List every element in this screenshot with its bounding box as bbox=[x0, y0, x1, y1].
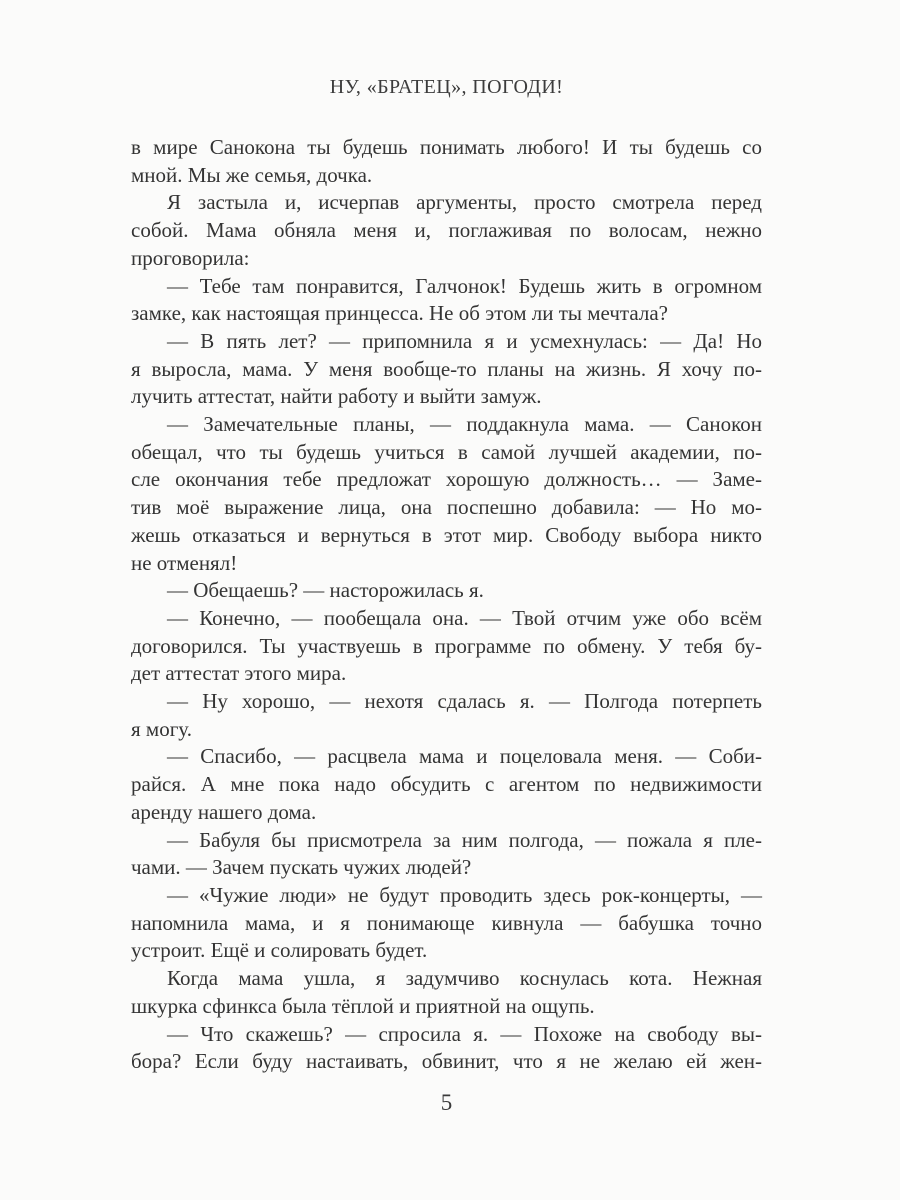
text-line: шкурка сфинкса была тёплой и приятной на ощупь. bbox=[131, 993, 595, 1018]
text-line: — Обещаешь? — насторожилась я. bbox=[167, 578, 484, 603]
page-text bbox=[131, 134, 762, 1076]
text-line: проговорила: bbox=[131, 245, 250, 270]
page-number: 5 bbox=[440, 1090, 453, 1115]
text-line: аренду нашего дома. bbox=[131, 799, 317, 824]
text-line: сле окончания тебе предложат хорошую должность… — Заме- bbox=[131, 467, 762, 492]
text-line: тив моё выражение лица, она поспешно добавила: — Но мо- bbox=[131, 495, 762, 520]
text-line: — «Чужие люди» не будут проводить здесь рок-концерты, — bbox=[167, 882, 762, 907]
text-line: — Конечно, — пообещала она. — Твой отчим уже обо всём bbox=[167, 605, 762, 630]
text-line: дет аттестат этого мира. bbox=[131, 661, 347, 686]
text-line: — Что скажешь? — спросила я. — Похоже на свободу вы- bbox=[167, 1021, 762, 1046]
text-line: жешь отказаться и вернуться в этот мир. Свободу выбора никто bbox=[131, 522, 762, 547]
text-line: устроит. Ещё и солировать будет. bbox=[131, 938, 428, 963]
text-line: собой. Мама обняла меня и, поглаживая по волосам, нежно bbox=[131, 218, 762, 243]
text-line: лучить аттестат, найти работу и выйти замуж. bbox=[131, 384, 542, 409]
text-line: Когда мама ушла, я задумчиво коснулась кота. Нежная bbox=[167, 966, 762, 991]
text-line: договорился. Ты участвуешь в программе по обмену. У тебя бу- bbox=[131, 633, 762, 658]
text-line: чами. — Зачем пускать чужих людей? bbox=[131, 855, 472, 880]
text-line: Я застыла и, исчерпав аргументы, просто смотрела перед bbox=[167, 190, 762, 215]
text-line: замке, как настоящая принцесса. Не об этом ли ты мечтала? bbox=[131, 301, 668, 326]
text-line: — Бабуля бы присмотрела за ним полгода, — пожала я пле- bbox=[167, 827, 762, 852]
text-line: я могу. bbox=[131, 716, 192, 741]
text-line: напомнила мама, и я понимающе кивнула — бабушка точно bbox=[131, 910, 762, 935]
text-line: — Спасибо, — расцвела мама и поцеловала меня. — Соби- bbox=[167, 744, 762, 769]
text-line: райся. А мне пока надо обсудить с агентом по недвижимости bbox=[131, 772, 762, 797]
text-line: обещал, что ты будешь учиться в самой лучшей академии, по- bbox=[131, 439, 762, 464]
text-line: — Ну хорошо, — нехотя сдалась я. — Полгода потерпеть bbox=[167, 689, 762, 714]
text-line: — Тебе там понравится, Галчонок! Будешь жить в огромном bbox=[167, 273, 762, 298]
text-line: — В пять лет? — припомнила я и усмехнулась: — Да! Но bbox=[167, 328, 762, 353]
text-line: не отменял! bbox=[131, 550, 238, 575]
text-line: бора? Если буду настаивать, обвинит, что я не желаю ей жен- bbox=[131, 1049, 762, 1074]
text-line: — Замечательные планы, — поддакнула мама. — Санокон bbox=[167, 412, 762, 437]
text-line: мной. Мы же семья, дочка. bbox=[131, 162, 373, 187]
text-line: я выросла, мама. У меня вообще-то планы на жизнь. Я хочу по- bbox=[131, 356, 762, 381]
running-header: НУ, «БРАТЕЦ», ПОГОДИ! bbox=[329, 76, 564, 98]
text-line: в мире Санокона ты будешь понимать любого! И ты будешь со bbox=[131, 135, 762, 159]
